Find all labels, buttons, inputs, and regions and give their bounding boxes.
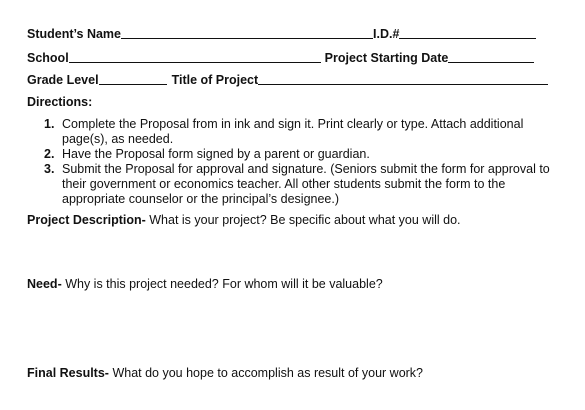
student-name-row xyxy=(27,28,536,41)
grade-row xyxy=(27,74,548,87)
direction-number: 1. xyxy=(44,117,55,131)
project-start-label: Project Starting Date xyxy=(324,51,449,65)
need-section xyxy=(27,278,383,291)
project-description-prompt: What is your project? Be specific about what you will do. xyxy=(145,213,461,227)
final-results-prompt: What do you hope to accomplish as result of your work? xyxy=(108,366,424,380)
direction-item xyxy=(40,162,570,207)
direction-number: 2. xyxy=(44,147,55,161)
title-of-project-field[interactable] xyxy=(258,84,548,85)
project-description-section xyxy=(27,214,461,227)
grade-level-label: Grade Level xyxy=(27,73,99,87)
project-start-field[interactable] xyxy=(448,62,534,63)
project-description-label: Project Description- xyxy=(27,213,146,227)
need-label: Need- xyxy=(27,277,62,291)
directions-heading: Directions: xyxy=(27,95,93,109)
student-name-field[interactable] xyxy=(121,38,373,39)
school-row xyxy=(27,52,534,65)
direction-text: Have the Proposal form signed by a parent or guardian. xyxy=(62,147,370,161)
student-name-label: Student’s Name xyxy=(27,27,122,41)
id-field[interactable] xyxy=(399,38,536,39)
direction-number: 3. xyxy=(44,162,55,176)
grade-level-field[interactable] xyxy=(99,84,167,85)
school-label: School xyxy=(27,51,69,65)
id-label: I.D.# xyxy=(373,27,400,41)
need-prompt: Why is this project needed? For whom will it be valuable? xyxy=(61,277,383,291)
direction-item xyxy=(40,147,570,162)
directions-list xyxy=(40,117,570,207)
final-results-section xyxy=(27,367,423,380)
direction-text: Complete the Proposal from in ink and sign it. Print clearly or type. Attach additional page(s), as needed. xyxy=(62,117,524,146)
direction-text: Submit the Proposal for approval and signature. (Seniors submit the form for approval to their government or economics teacher. All other students submit the form to the appropriate counselor or the principal’s designee.) xyxy=(62,162,550,206)
direction-item xyxy=(40,117,570,147)
title-of-project-label: Title of Project xyxy=(171,73,259,87)
final-results-label: Final Results- xyxy=(27,366,109,380)
school-field[interactable] xyxy=(69,62,321,63)
